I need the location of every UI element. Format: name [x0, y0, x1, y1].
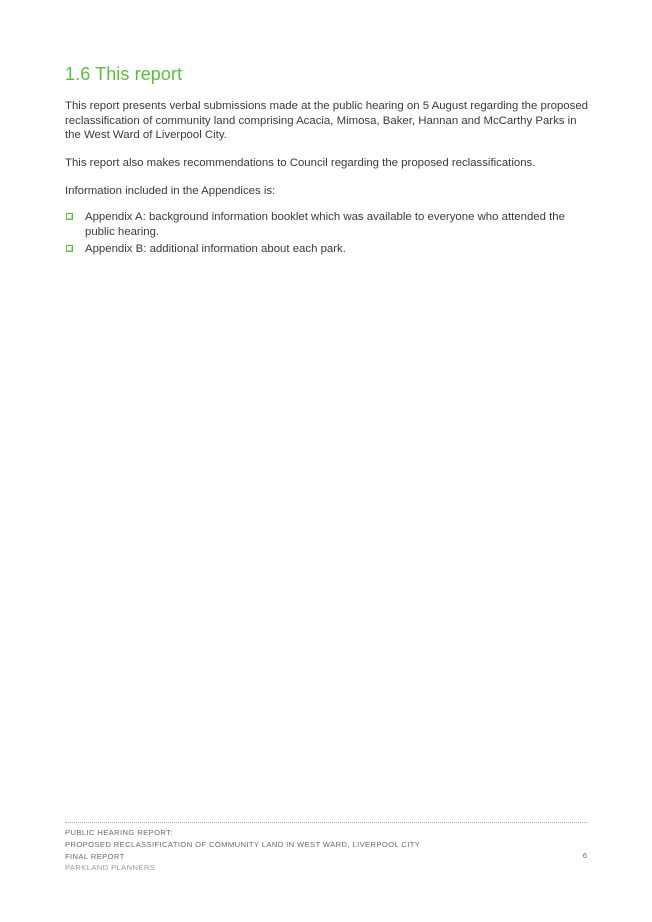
list-item-appendix-b: [65, 242, 590, 257]
page-footer: [65, 827, 587, 874]
list-item-appendix-a: [65, 210, 590, 239]
section-heading: 1.6 This report: [65, 64, 183, 84]
paragraph-appendices-intro: Information included in the Appendices is:: [65, 185, 276, 197]
footer-author: PARKLAND PLANNERS: [65, 863, 156, 873]
page-number: 6: [582, 851, 587, 860]
list-item-text: Appendix B: additional information about each park.: [85, 243, 346, 256]
appendix-list: [65, 210, 590, 260]
checkbox-bullet-icon: [66, 245, 73, 252]
footer-report-status: FINAL REPORT: [65, 851, 125, 861]
checkbox-bullet-icon: [66, 213, 73, 220]
footer-divider: [65, 822, 587, 823]
footer-report-type: PUBLIC HEARING REPORT:: [65, 828, 173, 837]
paragraph-recommendations: This report also makes recommendations to Council regarding the proposed reclassifications.: [65, 157, 536, 169]
paragraph-intro: This report presents verbal submissions made at the public hearing on 5 August regarding the proposed reclassification of community land comprising Acacia, Mimosa, Baker, Hannan and McCarthy Parks in the West Ward of Liverpool City.: [65, 100, 589, 142]
list-item-text: Appendix A: background information booklet which was available to everyone who attended the public hearing.: [85, 211, 565, 238]
footer-report-title: PROPOSED RECLASSIFICATION OF COMMUNITY LAND IN WEST WARD, LIVERPOOL CITY: [65, 839, 421, 849]
